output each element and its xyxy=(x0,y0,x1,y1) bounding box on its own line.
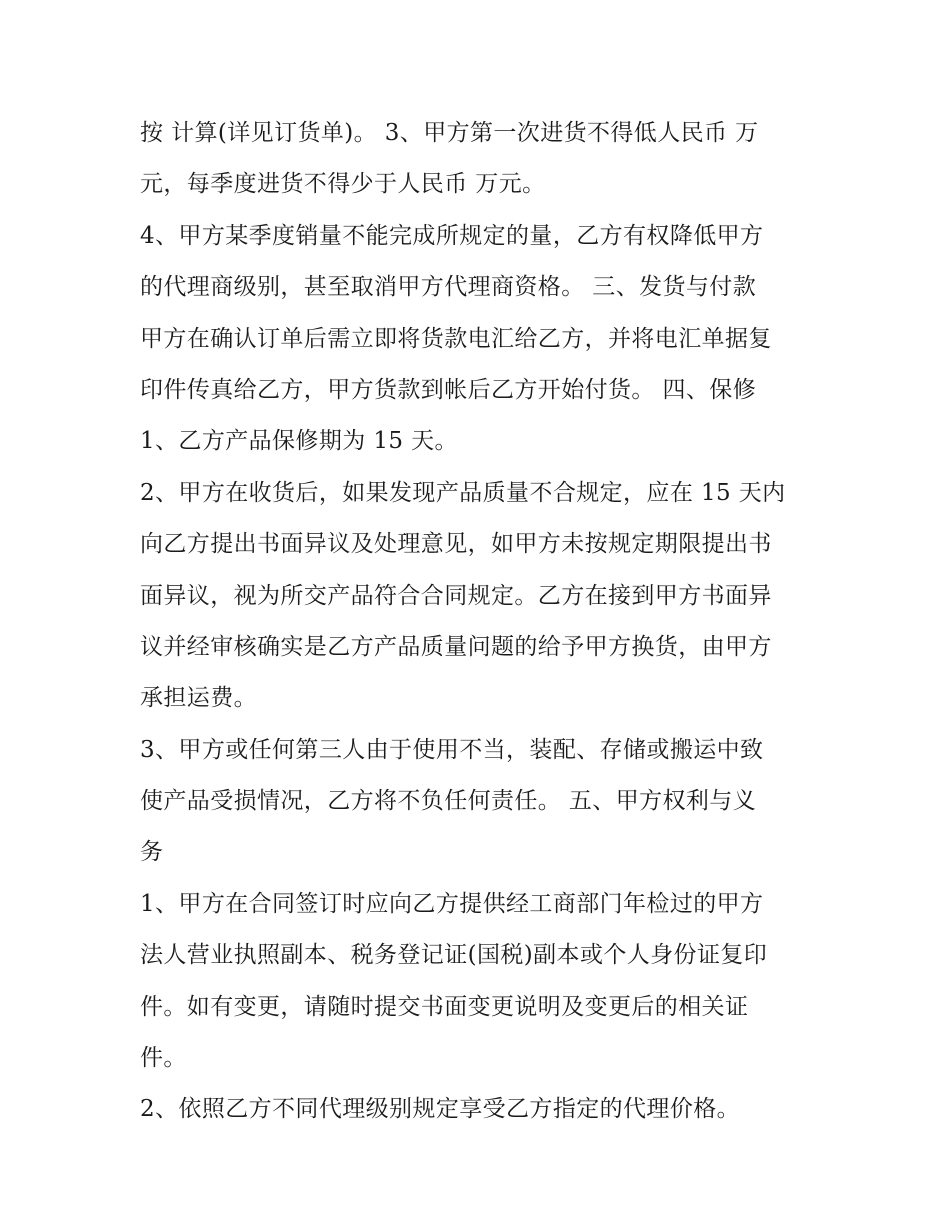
text-line: 元，每季度进货不得少于人民币 万元。 xyxy=(140,171,546,198)
text-line: 1、乙方产品保修期为 15 天。 xyxy=(140,428,458,455)
text-line: 3、甲方或任何第三人由于使用不当，装配、存储或搬运中致 xyxy=(140,736,764,763)
text-line: 件。 xyxy=(140,1045,187,1072)
text-line: 4、甲方某季度销量不能完成所规定的量，乙方有权降低甲方 xyxy=(140,222,764,249)
text-line: 议并经审核确实是乙方产品质量问题的给予甲方换货，由甲方 xyxy=(140,633,772,660)
text-line: 件。如有变更，请随时提交书面变更说明及变更后的相关证 xyxy=(140,993,749,1020)
text-line: 务 xyxy=(140,839,164,866)
text-line: 法人营业执照副本、税务登记证(国税)副本或个人身份证复印 xyxy=(140,942,768,969)
text-line: 2、依照乙方不同代理级别规定享受乙方指定的代理价格。 xyxy=(140,1096,741,1123)
contract-body-text xyxy=(140,108,820,1136)
text-line: 面异议，视为所交产品符合合同规定。乙方在接到甲方书面异 xyxy=(140,582,772,609)
text-line: 使产品受损情况，乙方将不负任何责任。 五、甲方权利与义 xyxy=(140,788,757,815)
text-line: 承担运费。 xyxy=(140,685,257,712)
text-line: 印件传真给乙方，甲方货款到帐后乙方开始付货。 四、保修 xyxy=(140,376,757,403)
text-line: 的代理商级别，甚至取消甲方代理商资格。 三、发货与付款 xyxy=(140,274,757,301)
text-line: 2、甲方在收货后，如果发现产品质量不合规定，应在 15 天内 xyxy=(140,479,786,506)
text-line: 甲方在确认订单后需立即将货款电汇给乙方，并将电汇单据复 xyxy=(140,325,772,352)
text-line: 向乙方提出书面异议及处理意见，如甲方未按规定期限提出书 xyxy=(140,531,772,558)
text-line: 1、甲方在合同签订时应向乙方提供经工商部门年检过的甲方 xyxy=(140,890,764,917)
text-line: 按 计算(详见订货单)。 3、甲方第一次进货不得低人民币 万 xyxy=(140,120,759,146)
